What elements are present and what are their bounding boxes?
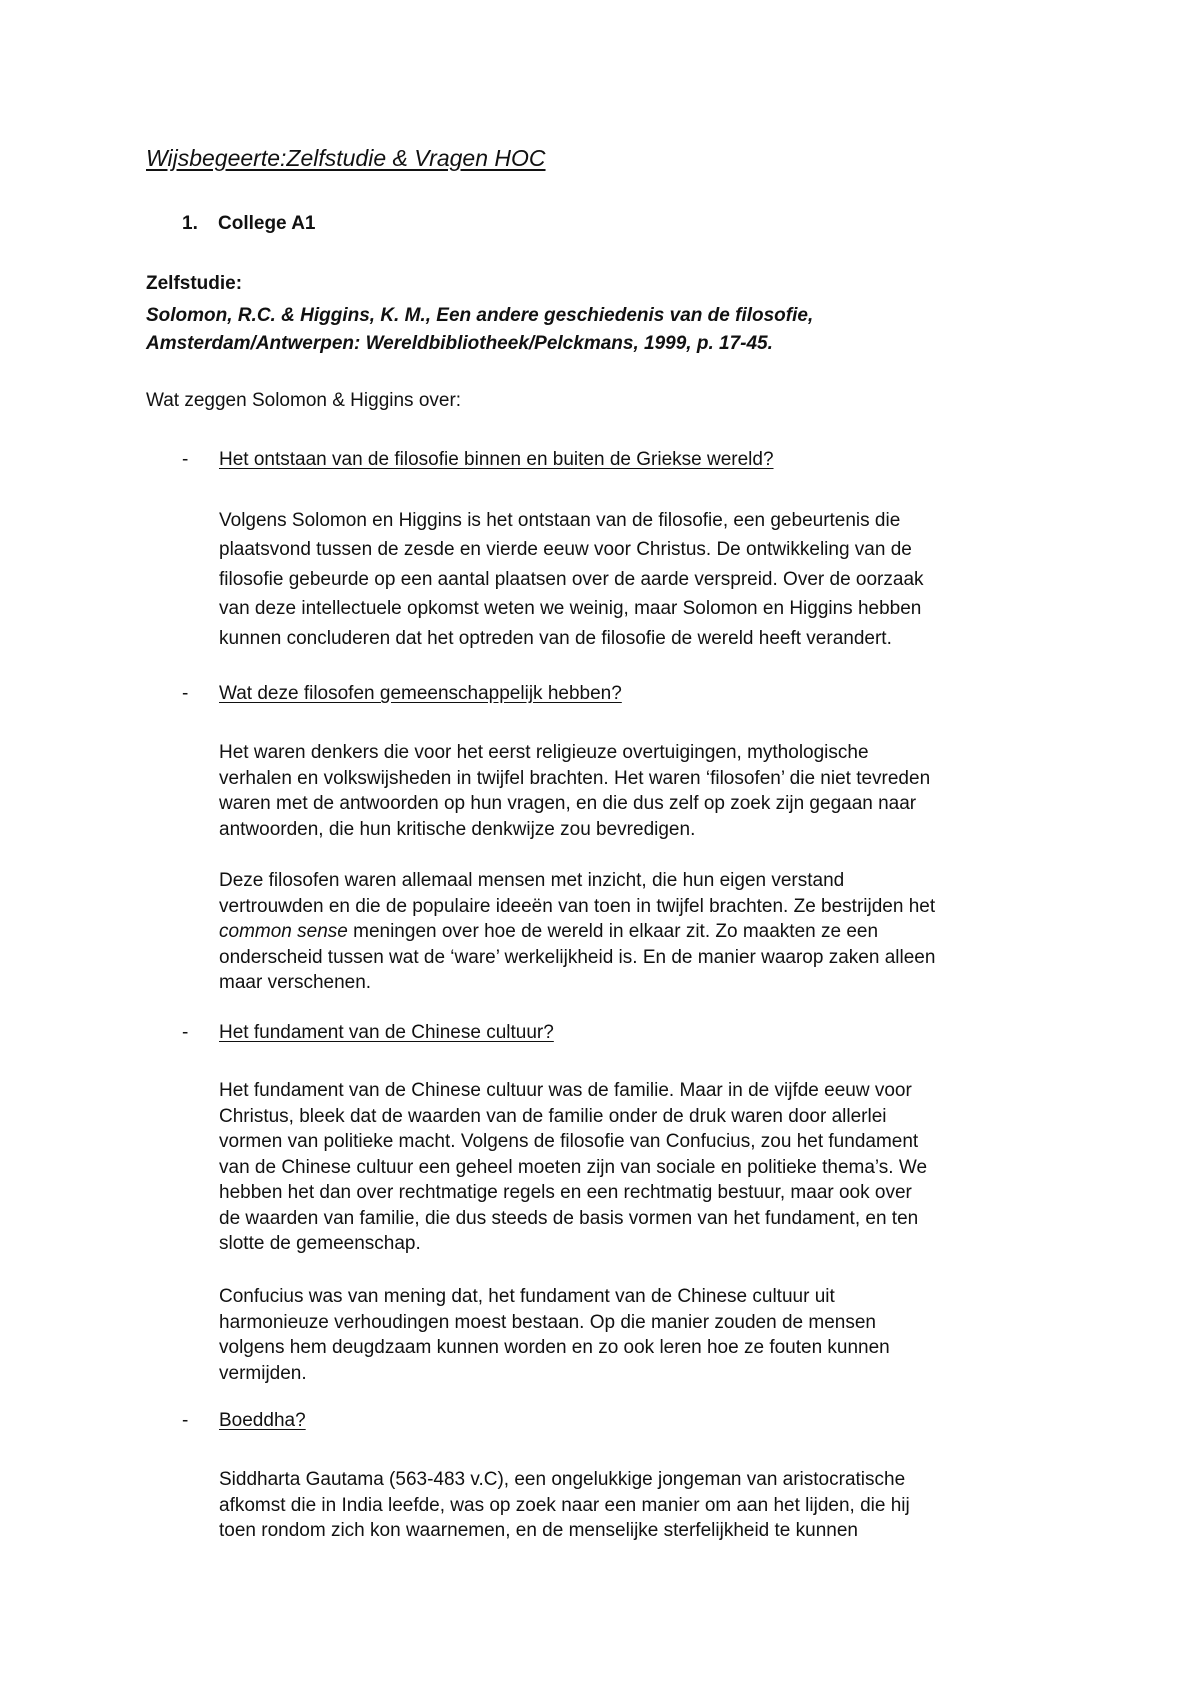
college-heading (182, 213, 316, 235)
zelfstudie-label: Zelfstudie: (146, 273, 243, 294)
question-item (182, 683, 622, 705)
bullet-dash: - (182, 683, 189, 704)
answer-text: Deze filosofen waren allemaal mensen met inzicht, die hun eigen verstand vertrouwden en die de populaire ideeën van toen in twijfel brachten. Ze bestrijden het (219, 870, 936, 917)
question-item (182, 1022, 554, 1044)
reference-line-2: Amsterdam/Antwerpen: Wereldbibliotheek/Pelckmans, 1999, p. 17-45. (146, 333, 773, 354)
bullet-dash: - (182, 449, 189, 470)
document-title: Wijsbegeerte:Zelfstudie & Vragen HOC (146, 145, 546, 171)
answer-paragraph: Het fundament van de Chinese cultuur was de familie. Maar in de vijfde eeuw voor Christus, bleek dat de waarden van de familie onder de druk waren door allerlei vormen van politieke macht. Volgens de filosofie van Confucius, zou het fundament van de Chinese cultuur een geheel moeten zijn van sociale en politieke thema’s. We hebben het dan over rechtmatige regels en een rechtmatig bestuur, maar ook over de waarden van familie, die dus steeds de basis vormen van het fundament, en ten slotte de gemeenschap. (219, 1080, 928, 1254)
question-item (182, 1410, 306, 1432)
answer-paragraph: Het waren denkers die voor het eerst religieuze overtuigingen, mythologische verhalen en volkswijsheden in twijfel brachten. Het waren ‘filosofen’ die niet tevreden waren met de antwoorden op hun vragen, en die dus zelf op zoek zijn gegaan naar antwoorden, die hun kritische denkwijze zou bevredigen. (219, 742, 931, 840)
answer-paragraph: Siddharta Gautama (563-483 v.C), een ongelukkige jongeman van aristocratische afkomst die in India leefde, was op zoek naar een manier om aan het lijden, die hij toen rondom zich kon waarnemen, en de menselijke sterfelijkheid te kunnen (219, 1469, 910, 1541)
college-label: College A1 (218, 213, 316, 234)
college-number: 1. (182, 213, 198, 234)
answer-paragraph (219, 868, 1099, 996)
question-text: Het fundament van de Chinese cultuur? (219, 1022, 554, 1043)
question-item (182, 449, 774, 471)
bullet-dash: - (182, 1022, 189, 1043)
emphasized-term: common sense (219, 921, 348, 942)
question-text: Boeddha? (219, 1410, 306, 1431)
answer-paragraph: Volgens Solomon en Higgins is het ontstaan van de filosofie, een gebeurtenis die plaatsvond tussen de zesde en vierde eeuw voor Christus. De ontwikkeling van de filosofie gebeurde op een aantal plaatsen over de aarde verspreid. Over de oorzaak van deze intellectuele opkomst weten we weinig, maar Solomon en Higgins hebben kunnen concluderen dat het optreden van de filosofie de wereld heeft verandert. (219, 510, 924, 649)
reference-citation (146, 302, 813, 358)
question-text: Wat deze filosofen gemeenschappelijk hebben? (219, 683, 622, 704)
reference-line-1: Solomon, R.C. & Higgins, K. M., Een andere geschiedenis van de filosofie, (146, 305, 814, 326)
bullet-dash: - (182, 1410, 189, 1431)
answer-paragraph: Confucius was van mening dat, het fundament van de Chinese cultuur uit harmonieuze verhoudingen moest bestaan. Op die manier zouden de mensen volgens hem deugdzaam kunnen worden en zo ook leren hoe ze fouten kunnen vermijden. (219, 1286, 890, 1384)
question-text: Het ontstaan van de filosofie binnen en buiten de Griekse wereld? (219, 449, 774, 470)
intro-text: Wat zeggen Solomon & Higgins over: (146, 390, 462, 411)
answer-text: meningen over hoe de wereld in elkaar zit. Zo maakten ze een onderscheid tussen wat de ‘ware’ werkelijkheid is. En de manier waarop zaken alleen maar verschenen. (219, 921, 936, 993)
